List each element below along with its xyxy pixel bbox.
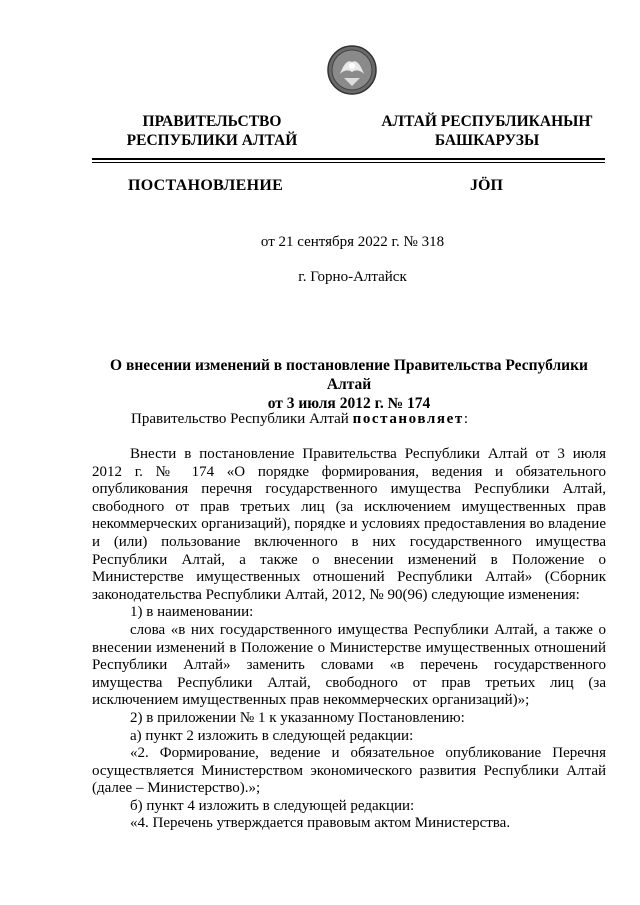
preamble-emphasis: постановляет xyxy=(352,411,464,427)
body-paragraph: «2. Формирование, ведение и обязательное опубликование Перечня осуществляется Министерством экономического развития Республики Алтай (далее – Министерство).»; xyxy=(92,745,606,797)
doc-body xyxy=(92,446,606,833)
government-name-alt xyxy=(372,112,602,150)
preamble-tail: : xyxy=(463,411,469,427)
body-paragraph: 2) в приложении № 1 к указанному Постановлению: xyxy=(130,709,465,726)
body-paragraph: «4. Перечень утверждается правовым актом Министерства. xyxy=(130,815,511,832)
doc-type-ru: ПОСТАНОВЛЕНИЕ xyxy=(128,177,284,194)
republic-altai-emblem-icon xyxy=(326,44,378,96)
preamble-text: Правительство Республики Алтай xyxy=(131,411,353,427)
government-name-alt-line1: АЛТАЙ РЕСПУБЛИКАНЫҤ xyxy=(381,113,593,130)
header-divider xyxy=(92,158,605,160)
doc-date-number: от 21 сентября 2022 г. № 318 xyxy=(260,234,445,250)
government-name-ru-line1: ПРАВИТЕЛЬСТВО xyxy=(142,113,282,130)
doc-title xyxy=(92,356,606,413)
doc-title-line2: от 3 июля 2012 г. № 174 xyxy=(267,395,431,412)
government-name-ru-line2: РЕСПУБЛИКИ АЛТАЙ xyxy=(126,132,298,149)
header-divider-thin xyxy=(92,162,605,163)
doc-type-alt: JÖП xyxy=(470,177,503,194)
government-name-alt-line2: БАШКАРУЗЫ xyxy=(434,132,540,149)
doc-city: г. Горно-Алтайск xyxy=(298,269,407,285)
body-paragraph: 1) в наименовании: xyxy=(130,604,254,621)
doc-title-line1: О внесении изменений в постановление Правительства Республики Алтай xyxy=(110,357,588,393)
body-paragraph: б) пункт 4 изложить в следующей редакции: xyxy=(130,797,415,814)
body-paragraph: слова «в них государственного имущества Республики Алтай, а также о внесении изменений в Положение о Министерстве имущественных отношений Республики Алтай» заменить словами «в перечень государственного имущества Республики Алтай, свободного от прав третьих лиц (за исключением имущественных прав некоммерческих организаций)»; xyxy=(92,621,606,709)
preamble xyxy=(131,411,468,428)
body-paragraph: Внести в постановление Правительства Республики Алтай от 3 июля 2012 г. № 174 «О порядке формирования, ведения и обязательного опубликования перечня государственного имущества Республики Алтай, свободного от прав третьих лиц (за исключением имущественных прав некоммерческих организаций), порядке и условиях предоставления во владение и (или) пользование включенного в них государственного имущества Республики Алтай, а также о внесении изменений в Положение о Министерстве имущественных отношений Республики Алтай» (Сборник законодательства Республики Алтай, 2012, № 90(96) следующие изменения: xyxy=(92,446,606,603)
government-name-ru xyxy=(112,112,312,150)
body-paragraph: а) пункт 2 изложить в следующей редакции: xyxy=(130,727,414,744)
